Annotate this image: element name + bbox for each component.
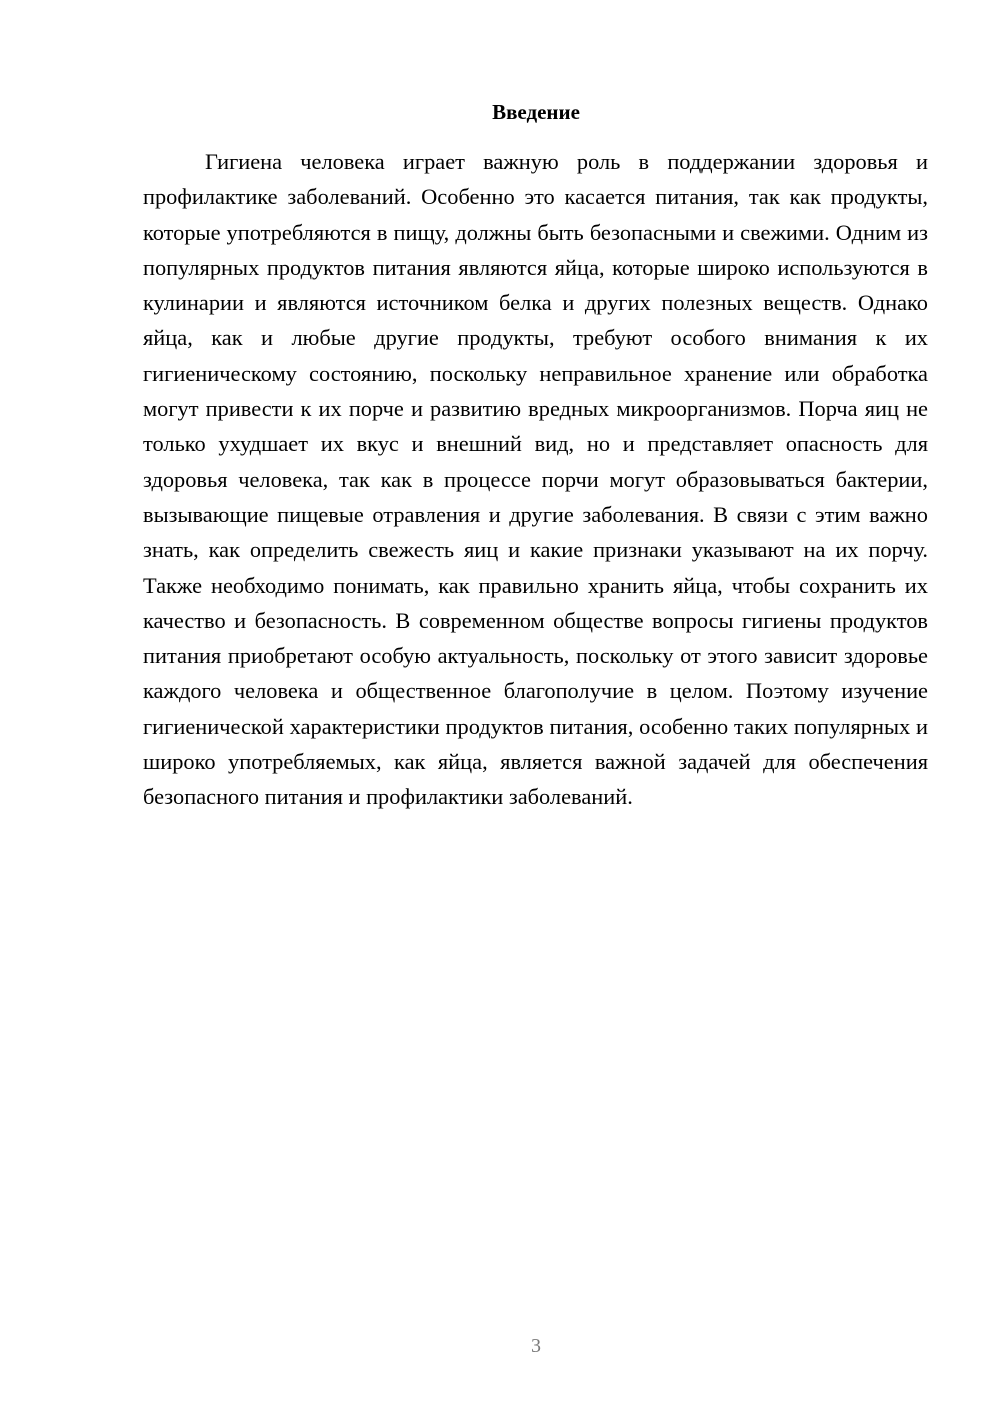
page-number: 3 (531, 1335, 541, 1357)
section-heading: Введение (492, 100, 580, 124)
body-paragraph: Гигиена человека играет важную роль в поддержании здоровья и профилактике заболеваний. Особенно это касается питания, так как продукты, которые употребляются в пищу, должны быть безопасными и свежими. Одним из популярных продуктов питания являются яйца, которые широко используются в кулинарии и являются источником белка и других полезных веществ. Однако яйца, как и любые другие продукты, требуют особого внимания к их гигиеническому состоянию, поскольку неправильное хранение или обработка могут привести к их порче и развитию вредных микроорганизмов. Порча яиц не только ухудшает их вкус и внешний вид, но и представляет опасность для здоровья человека, так как в процессе порчи могут образовываться бактерии, вызывающие пищевые отравления и другие заболевания. В связи с этим важно знать, как определить свежесть яиц и какие признаки указывают на их порчу. Также необходимо понимать, как правильно хранить яйца, чтобы сохранить их качество и безопасность. В современном обществе вопросы гигиены продуктов питания приобретают особую актуальность, поскольку от этого зависит здоровье каждого человека и общественное благополучие в целом. Поэтому изучение гигиенической характеристики продуктов питания, особенно таких популярных и широко употребляемых, как яйца, является важной задачей для обеспечения безопасного питания и профилактики заболеваний. (143, 149, 928, 810)
